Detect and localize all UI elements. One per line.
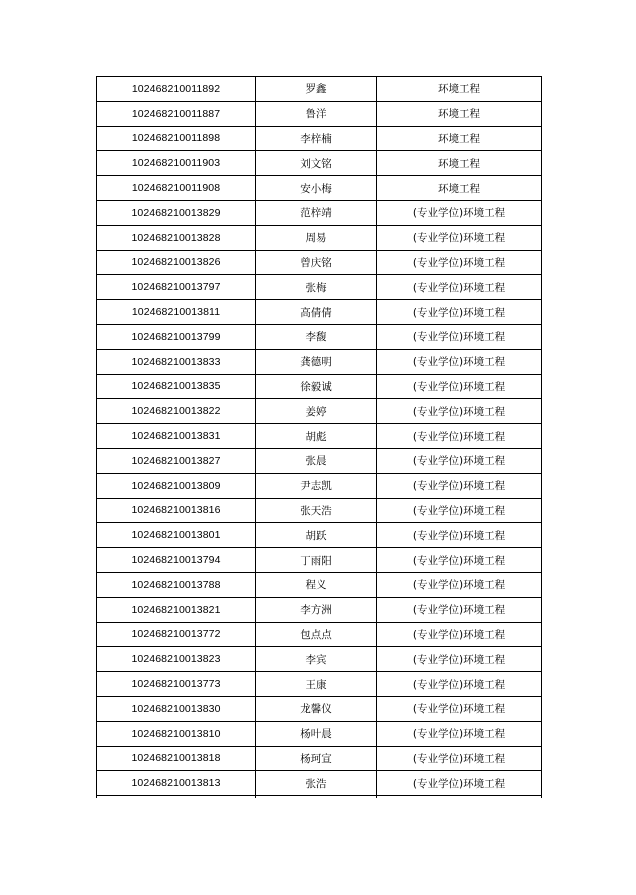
student-id-cell: 102468210013813 xyxy=(97,771,256,796)
student-id-cell: 102468210013826 xyxy=(97,250,256,275)
table-row xyxy=(97,176,542,201)
student-name-cell: 张天浩 xyxy=(256,498,377,523)
table-row xyxy=(97,721,542,746)
student-id-cell: 102468210013810 xyxy=(97,721,256,746)
student-name-cell: 龙馨仪 xyxy=(256,696,377,721)
student-id-cell: 102468210011898 xyxy=(97,126,256,151)
student-name-cell: 尹志凯 xyxy=(256,473,377,498)
major-cell: (专业学位)环境工程 xyxy=(377,746,542,771)
student-id-cell: 102468210013794 xyxy=(97,548,256,573)
table-row xyxy=(97,424,542,449)
student-name-cell: 周易 xyxy=(256,225,377,250)
table-row xyxy=(97,349,542,374)
major-cell: (专业学位)环境工程 xyxy=(377,572,542,597)
student-id-cell: 102468210013822 xyxy=(97,399,256,424)
major-cell: 环境工程 xyxy=(377,101,542,126)
admission-roster-table xyxy=(96,76,542,798)
table-row xyxy=(97,250,542,275)
table-row xyxy=(97,696,542,721)
table-row xyxy=(97,572,542,597)
major-cell: (专业学位)环境工程 xyxy=(377,300,542,325)
student-name-cell: 安小梅 xyxy=(256,176,377,201)
major-cell: (专业学位)环境工程 xyxy=(377,473,542,498)
student-name-cell: 张晨 xyxy=(256,448,377,473)
student-name-cell: 徐毅诚 xyxy=(256,374,377,399)
table-row xyxy=(97,200,542,225)
student-id-cell: 102468210013799 xyxy=(97,324,256,349)
table-row xyxy=(97,300,542,325)
table-cell-empty xyxy=(256,796,377,799)
table-cell-empty xyxy=(377,796,542,799)
table-row xyxy=(97,498,542,523)
student-id-cell: 102468210013827 xyxy=(97,448,256,473)
student-name-cell: 丁雨阳 xyxy=(256,548,377,573)
major-cell: (专业学位)环境工程 xyxy=(377,250,542,275)
student-name-cell: 罗鑫 xyxy=(256,77,377,102)
table-row xyxy=(97,448,542,473)
major-cell: (专业学位)环境工程 xyxy=(377,200,542,225)
student-name-cell: 刘文铭 xyxy=(256,151,377,176)
student-id-cell: 102468210013831 xyxy=(97,424,256,449)
student-name-cell: 李宾 xyxy=(256,647,377,672)
major-cell: (专业学位)环境工程 xyxy=(377,498,542,523)
student-name-cell: 姜婷 xyxy=(256,399,377,424)
major-cell: (专业学位)环境工程 xyxy=(377,721,542,746)
student-name-cell: 杨叶晨 xyxy=(256,721,377,746)
student-id-cell: 102468210013821 xyxy=(97,597,256,622)
student-name-cell: 胡跃 xyxy=(256,523,377,548)
student-id-cell: 102468210013833 xyxy=(97,349,256,374)
student-name-cell: 张浩 xyxy=(256,771,377,796)
student-id-cell: 102468210011903 xyxy=(97,151,256,176)
student-id-cell: 102468210013788 xyxy=(97,572,256,597)
table-row xyxy=(97,324,542,349)
student-id-cell: 102468210013823 xyxy=(97,647,256,672)
student-name-cell: 高倩倩 xyxy=(256,300,377,325)
student-id-cell: 102468210011908 xyxy=(97,176,256,201)
table-row xyxy=(97,225,542,250)
student-name-cell: 包点点 xyxy=(256,622,377,647)
major-cell: (专业学位)环境工程 xyxy=(377,424,542,449)
major-cell: (专业学位)环境工程 xyxy=(377,275,542,300)
major-cell: (专业学位)环境工程 xyxy=(377,597,542,622)
student-name-cell: 龚德明 xyxy=(256,349,377,374)
major-cell: (专业学位)环境工程 xyxy=(377,448,542,473)
major-cell: (专业学位)环境工程 xyxy=(377,349,542,374)
table-row xyxy=(97,275,542,300)
major-cell: (专业学位)环境工程 xyxy=(377,696,542,721)
major-cell: (专业学位)环境工程 xyxy=(377,225,542,250)
student-id-cell: 102468210013835 xyxy=(97,374,256,399)
student-id-cell: 102468210013773 xyxy=(97,672,256,697)
student-id-cell: 102468210013816 xyxy=(97,498,256,523)
table-row xyxy=(97,672,542,697)
major-cell: (专业学位)环境工程 xyxy=(377,399,542,424)
student-id-cell: 102468210013809 xyxy=(97,473,256,498)
student-name-cell: 曾庆铭 xyxy=(256,250,377,275)
student-name-cell: 王康 xyxy=(256,672,377,697)
table-row xyxy=(97,77,542,102)
table-row xyxy=(97,622,542,647)
student-name-cell: 张梅 xyxy=(256,275,377,300)
student-id-cell: 102468210013772 xyxy=(97,622,256,647)
table-row xyxy=(97,647,542,672)
table-row xyxy=(97,399,542,424)
table-cell-empty xyxy=(97,796,256,799)
major-cell: (专业学位)环境工程 xyxy=(377,622,542,647)
student-name-cell: 范梓靖 xyxy=(256,200,377,225)
student-name-cell: 程义 xyxy=(256,572,377,597)
student-name-cell: 杨珂宣 xyxy=(256,746,377,771)
major-cell: 环境工程 xyxy=(377,151,542,176)
student-name-cell: 胡彪 xyxy=(256,424,377,449)
major-cell: 环境工程 xyxy=(377,126,542,151)
student-id-cell: 102468210013829 xyxy=(97,200,256,225)
student-id-cell: 102468210011887 xyxy=(97,101,256,126)
major-cell: 环境工程 xyxy=(377,176,542,201)
major-cell: (专业学位)环境工程 xyxy=(377,523,542,548)
major-cell: 环境工程 xyxy=(377,77,542,102)
student-id-cell: 102468210013830 xyxy=(97,696,256,721)
roster-table-body xyxy=(97,77,542,799)
table-row xyxy=(97,746,542,771)
table-row xyxy=(97,473,542,498)
table-row-cut-off xyxy=(97,796,542,799)
student-name-cell: 鲁洋 xyxy=(256,101,377,126)
student-id-cell: 102468210011892 xyxy=(97,77,256,102)
table-row xyxy=(97,374,542,399)
table-row xyxy=(97,771,542,796)
student-id-cell: 102468210013801 xyxy=(97,523,256,548)
table-row xyxy=(97,151,542,176)
student-id-cell: 102468210013818 xyxy=(97,746,256,771)
major-cell: (专业学位)环境工程 xyxy=(377,374,542,399)
table-row xyxy=(97,523,542,548)
student-name-cell: 李梓楠 xyxy=(256,126,377,151)
table-row xyxy=(97,126,542,151)
table-row xyxy=(97,548,542,573)
major-cell: (专业学位)环境工程 xyxy=(377,324,542,349)
major-cell: (专业学位)环境工程 xyxy=(377,672,542,697)
major-cell: (专业学位)环境工程 xyxy=(377,771,542,796)
major-cell: (专业学位)环境工程 xyxy=(377,647,542,672)
student-name-cell: 李方洲 xyxy=(256,597,377,622)
major-cell: (专业学位)环境工程 xyxy=(377,548,542,573)
student-id-cell: 102468210013828 xyxy=(97,225,256,250)
table-row xyxy=(97,101,542,126)
student-id-cell: 102468210013797 xyxy=(97,275,256,300)
student-id-cell: 102468210013811 xyxy=(97,300,256,325)
student-name-cell: 李馥 xyxy=(256,324,377,349)
table-row xyxy=(97,597,542,622)
